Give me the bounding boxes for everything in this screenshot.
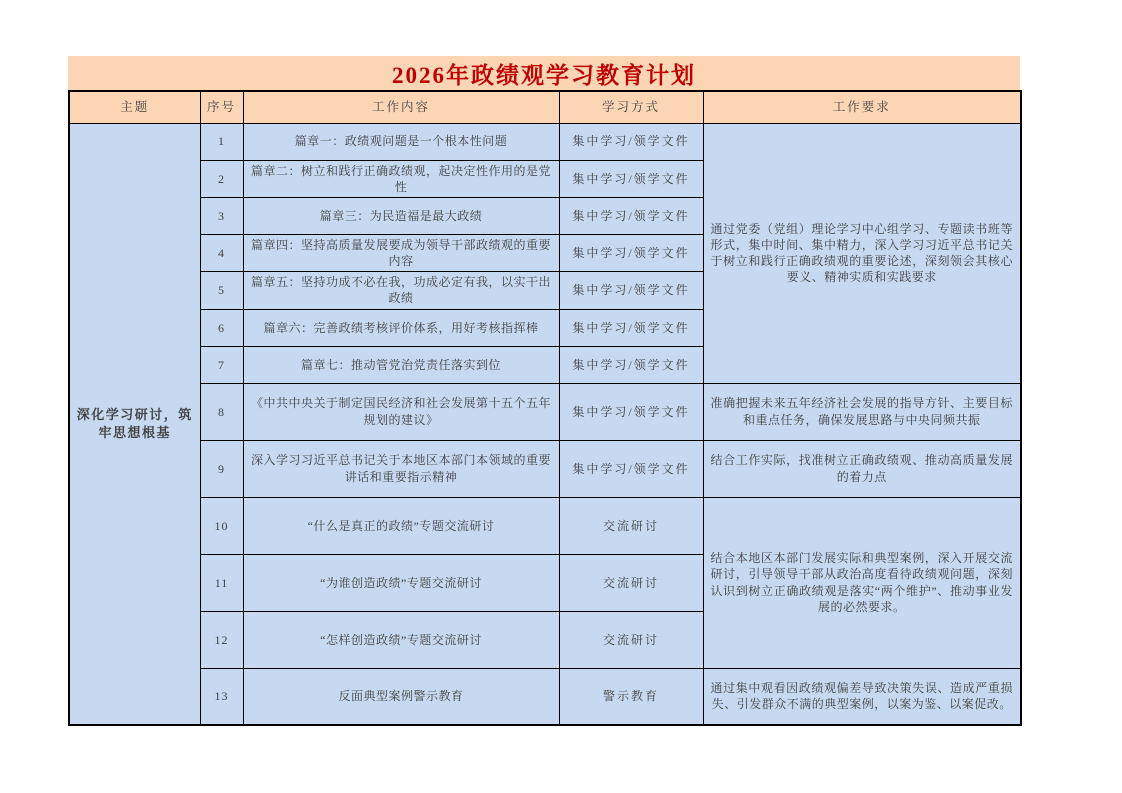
work-content-cell: “为谁创造政绩”专题交流研讨 xyxy=(243,554,559,611)
study-method-cell: 警示教育 xyxy=(559,668,703,725)
work-content-cell: “怎样创造政绩”专题交流研讨 xyxy=(243,611,559,668)
study-plan-table xyxy=(68,90,1022,726)
row-number-cell: 13 xyxy=(200,668,243,725)
header-row xyxy=(69,91,1021,123)
work-content-cell: 篇章一：政绩观问题是一个根本性问题 xyxy=(243,123,559,160)
col-header-no: 序号 xyxy=(200,91,243,123)
table-row xyxy=(69,497,1021,554)
study-method-cell: 集中学习/领学文件 xyxy=(559,123,703,160)
row-number-cell: 2 xyxy=(200,160,243,197)
row-number-cell: 7 xyxy=(200,346,243,383)
study-method-cell: 集中学习/领学文件 xyxy=(559,160,703,197)
table-row xyxy=(69,383,1021,440)
row-number-cell: 8 xyxy=(200,383,243,440)
work-requirement-cell: 通过党委（党组）理论学习中心组学习、专题读书班等形式，集中时间、集中精力，深入学习习近平总书记关于树立和践行正确政绩观的重要论述，深刻领会其核心要义、精神实质和实践要求 xyxy=(703,123,1021,383)
row-number-cell: 10 xyxy=(200,497,243,554)
study-method-cell: 集中学习/领学文件 xyxy=(559,234,703,271)
work-content-cell: 篇章四：坚持高质量发展要成为领导干部政绩观的重要内容 xyxy=(243,234,559,271)
study-method-cell: 集中学习/领学文件 xyxy=(559,346,703,383)
work-content-cell: 篇章三：为民造福是最大政绩 xyxy=(243,197,559,234)
work-content-cell: 篇章五：坚持功成不必在我，功成必定有我，以实干出政绩 xyxy=(243,272,559,309)
study-method-cell: 交流研讨 xyxy=(559,554,703,611)
row-number-cell: 5 xyxy=(200,272,243,309)
study-method-cell: 集中学习/领学文件 xyxy=(559,440,703,497)
study-method-cell: 交流研讨 xyxy=(559,497,703,554)
work-requirement-cell: 结合本地区本部门发展实际和典型案例，深入开展交流研讨，引导领导干部从政治高度看待政绩观问题，深刻认识到树立正确政绩观是落实“两个维护”、推动事业发展的必然要求。 xyxy=(703,497,1021,668)
work-content-cell: 深入学习习近平总书记关于本地区本部门本领域的重要讲话和重要指示精神 xyxy=(243,440,559,497)
table-row xyxy=(69,440,1021,497)
row-number-cell: 11 xyxy=(200,554,243,611)
work-content-cell: 篇章六：完善政绩考核评价体系，用好考核指挥棒 xyxy=(243,309,559,346)
row-number-cell: 9 xyxy=(200,440,243,497)
study-method-cell: 集中学习/领学文件 xyxy=(559,197,703,234)
col-header-content: 工作内容 xyxy=(243,91,559,123)
work-content-cell: “什么是真正的政绩”专题交流研讨 xyxy=(243,497,559,554)
row-number-cell: 12 xyxy=(200,611,243,668)
work-content-cell: 反面典型案例警示教育 xyxy=(243,668,559,725)
study-method-cell: 交流研讨 xyxy=(559,611,703,668)
theme-cell: 深化学习研讨，筑牢思想根基 xyxy=(69,123,200,725)
row-number-cell: 3 xyxy=(200,197,243,234)
work-content-cell: 篇章七：推动管党治党责任落实到位 xyxy=(243,346,559,383)
work-content-cell: 《中共中央关于制定国民经济和社会发展第十五个五年规划的建议》 xyxy=(243,383,559,440)
study-method-cell: 集中学习/领学文件 xyxy=(559,383,703,440)
col-header-theme: 主题 xyxy=(69,91,200,123)
col-header-method: 学习方式 xyxy=(559,91,703,123)
study-plan-sheet xyxy=(68,56,1020,726)
work-requirement-cell: 准确把握未来五年经济社会发展的指导方针、主要目标和重点任务，确保发展思路与中央同频共振 xyxy=(703,383,1021,440)
work-content-cell: 篇章二：树立和践行正确政绩观，起决定性作用的是党性 xyxy=(243,160,559,197)
row-number-cell: 6 xyxy=(200,309,243,346)
work-requirement-cell: 结合工作实际，找准树立正确政绩观、推动高质量发展的着力点 xyxy=(703,440,1021,497)
study-method-cell: 集中学习/领学文件 xyxy=(559,309,703,346)
col-header-requirement: 工作要求 xyxy=(703,91,1021,123)
table-row xyxy=(69,668,1021,725)
row-number-cell: 4 xyxy=(200,234,243,271)
table-row xyxy=(69,123,1021,160)
page-title: 2026年政绩观学习教育计划 xyxy=(68,56,1020,90)
study-method-cell: 集中学习/领学文件 xyxy=(559,272,703,309)
work-requirement-cell: 通过集中观看因政绩观偏差导致决策失误、造成严重损失、引发群众不满的典型案例，以案为鉴、以案促改。 xyxy=(703,668,1021,725)
row-number-cell: 1 xyxy=(200,123,243,160)
